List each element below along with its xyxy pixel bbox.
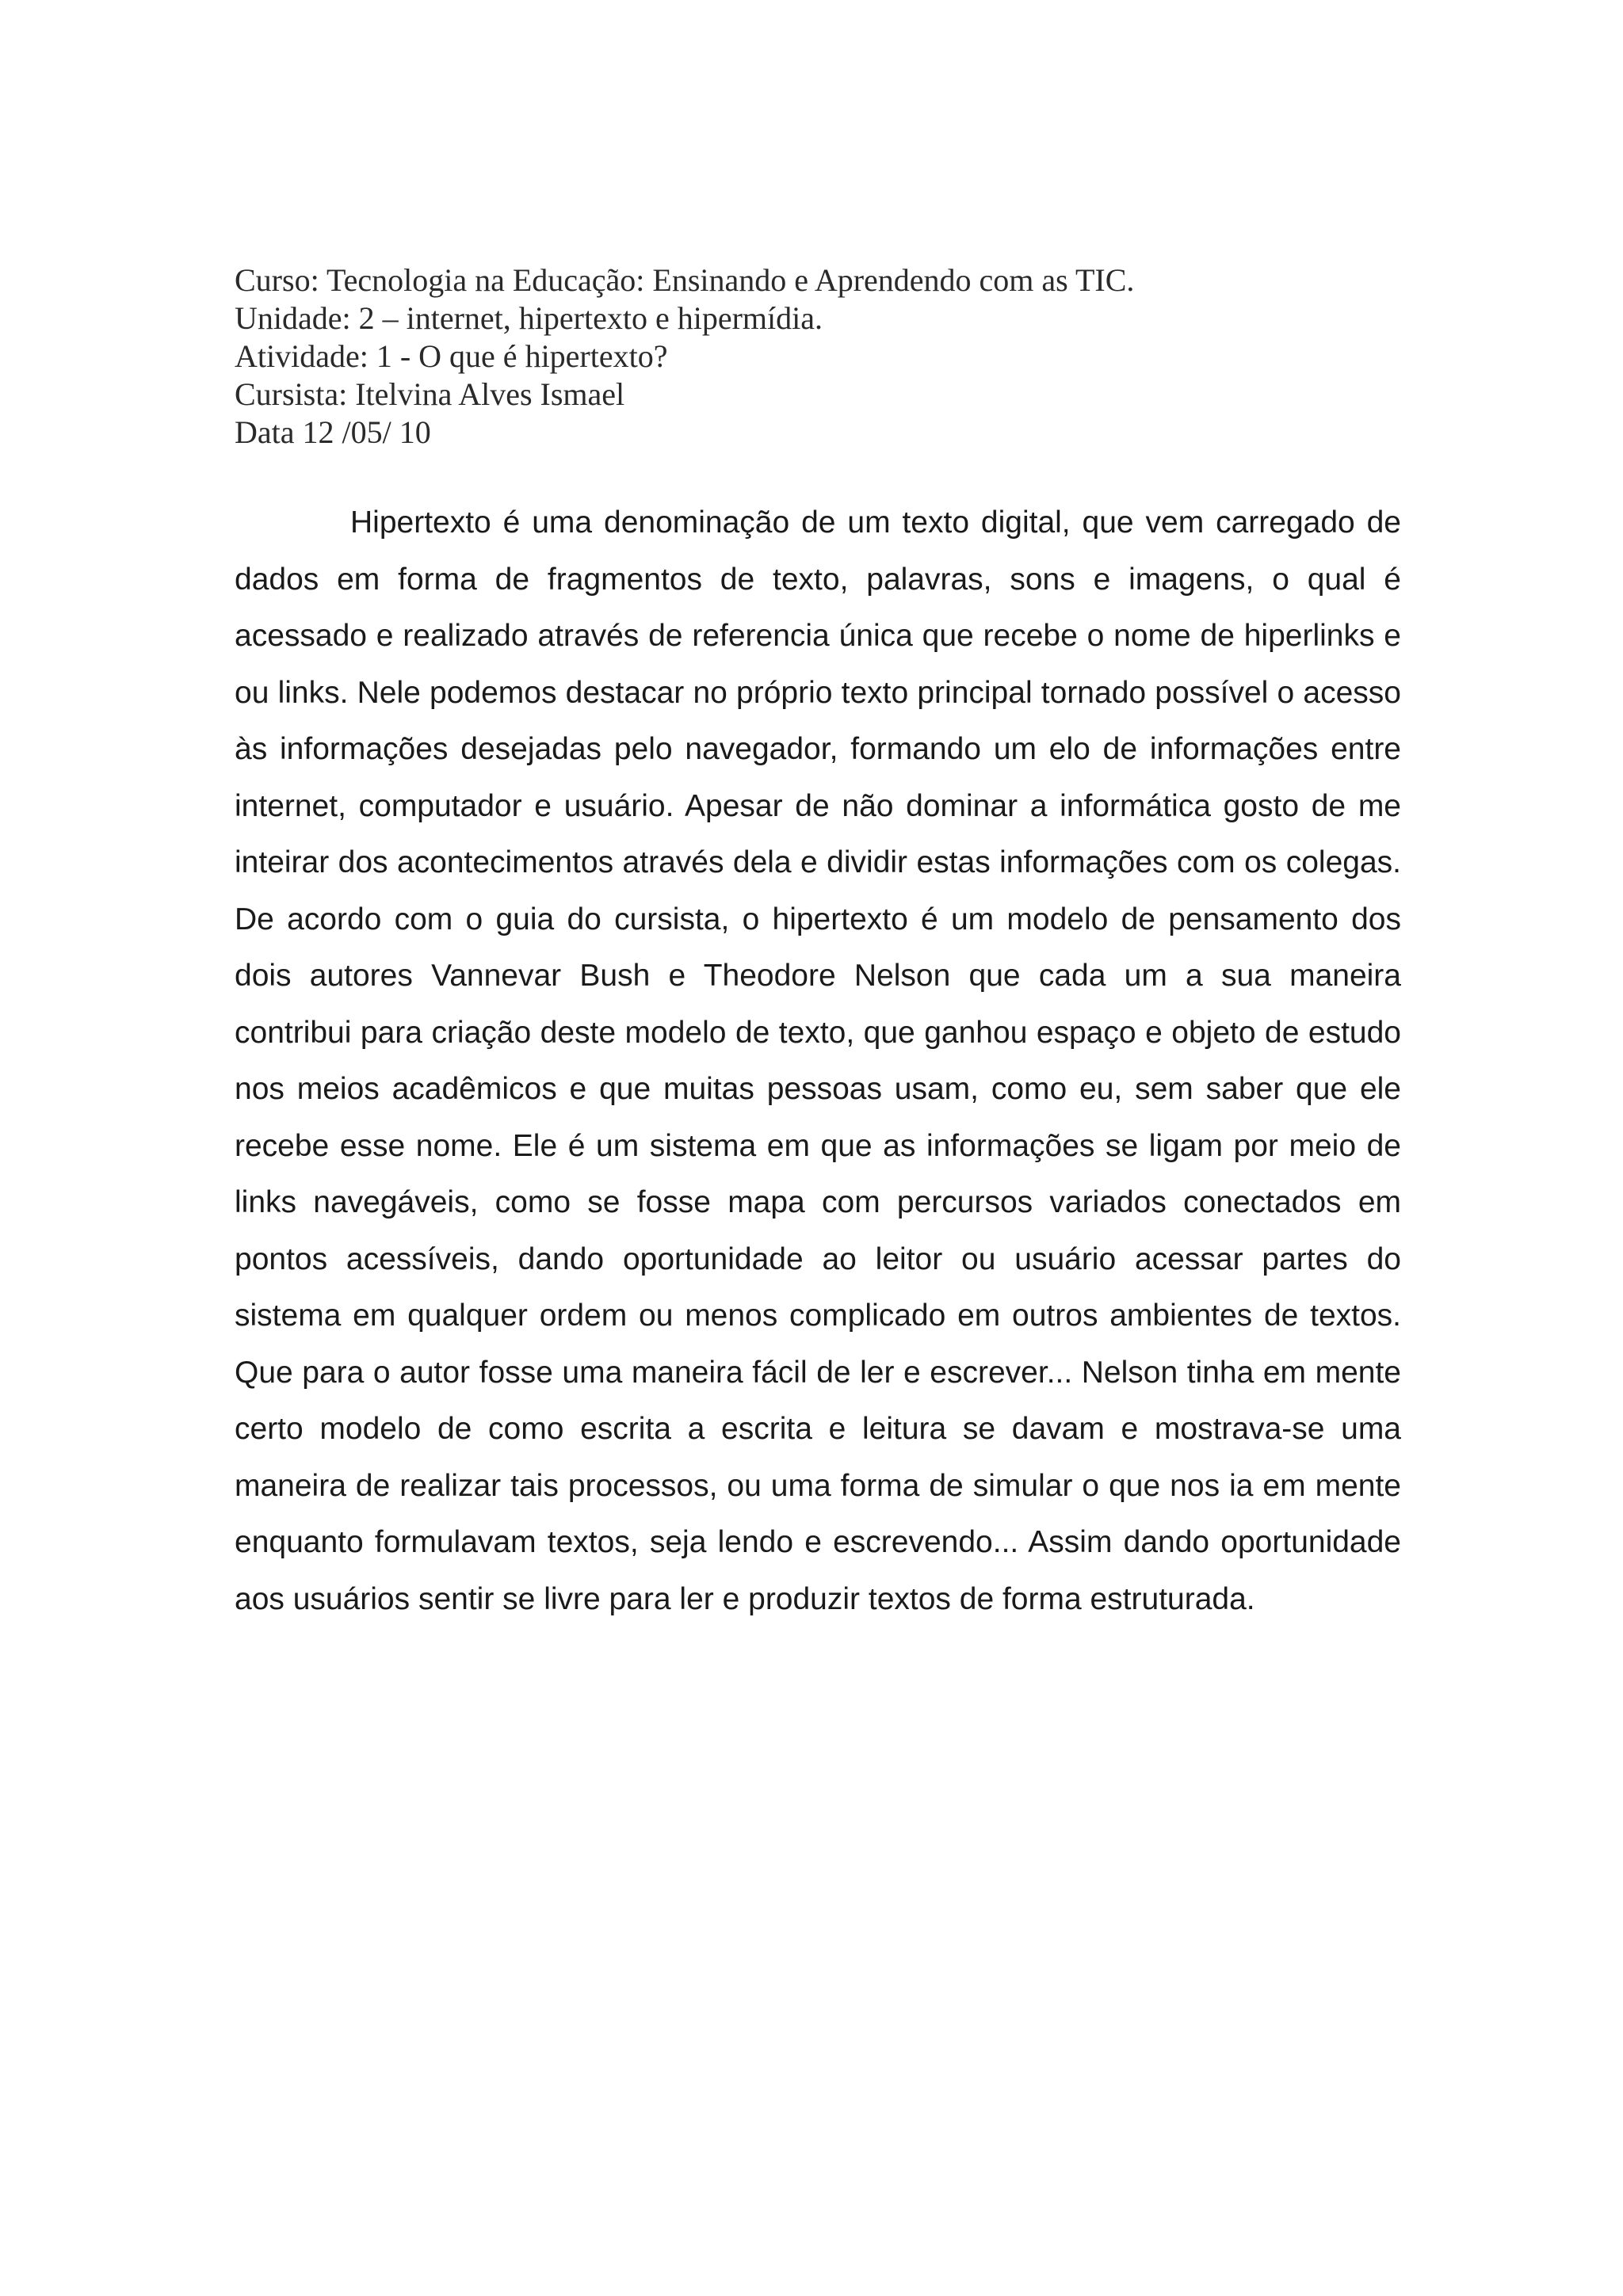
activity-line: Atividade: 1 - O que é hipertexto? — [235, 338, 668, 374]
unit-line: Unidade: 2 – internet, hipertexto e hipermídia. — [235, 300, 823, 336]
body-paragraph: Hipertexto é uma denominação de um texto digital, que vem carregado de dados em forma de fragmentos de texto, palavras, sons e imagens, o qual é acessado e realizado através de referencia única que recebe o nome de hiperlinks e ou links. Nele podemos destacar no próprio texto principal tornado possível o acesso às informações desejadas pelo navegador, formando um elo de informações entre internet, computador e usuário. Apesar de não dominar a informática gosto de me inteirar dos acontecimentos através dela e dividir estas informações com os colegas. De acordo com o guia do cursista, o hipertexto é um modelo de pensamento dos dois autores Vannevar Bush e Theodore Nelson que cada um a sua maneira contribui para criação deste modelo de texto, que ganhou espaço e objeto de estudo nos meios acadêmicos e que muitas pessoas usam, como eu, sem saber que ele recebe esse nome. Ele é um sistema em que as informações se ligam por meio de links navegáveis, como se fosse mapa com percursos variados conectados em pontos acessíveis, dando oportunidade ao leitor ou usuário acessar partes do sistema em qualquer ordem ou menos complicado em outros ambientes de textos. Que para o autor fosse uma maneira fácil de ler e escrever... Nelson tinha em mente certo modelo de como escrita a escrita e leitura se davam e mostrava-se uma maneira de realizar tais processos, ou uma forma de simular o que nos ia em mente enquanto formulavam textos, seja lendo e escrevendo... Assim dando oportunidade aos usuários sentir se livre para ler e produzir textos de forma estruturada. — [235, 505, 1427, 1616]
date-line: Data 12 /05/ 10 — [235, 414, 431, 450]
document-header — [235, 261, 1423, 452]
student-line: Cursista: Itelvina Alves Ismael — [235, 376, 625, 412]
course-line: Curso: Tecnologia na Educação: Ensinando e Aprendendo com as TIC. — [235, 262, 1135, 298]
